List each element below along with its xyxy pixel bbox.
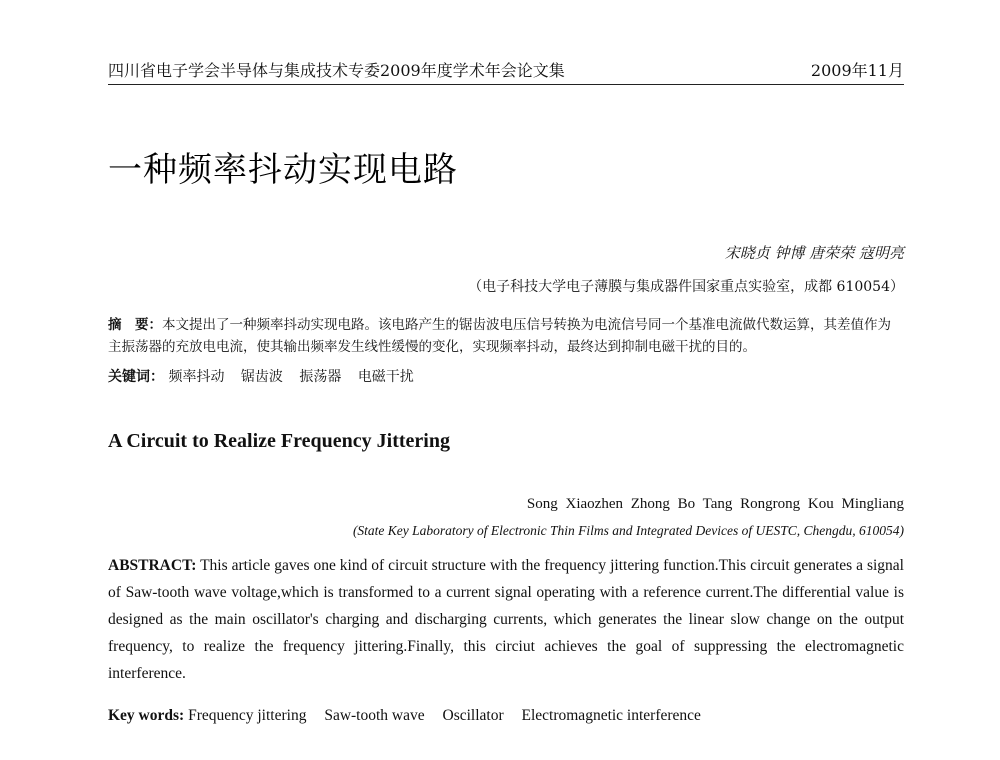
abstract-en-label: ABSTRACT:	[108, 557, 197, 574]
keyword-en: Frequency jittering	[188, 707, 307, 724]
abstract-en	[108, 552, 904, 687]
keywords-cn	[108, 366, 426, 386]
running-header	[108, 58, 904, 85]
authors-en: Song Xiaozhen Zhong Bo Tang Rongrong Kou Mingliang	[526, 496, 904, 512]
keyword-en: Saw-tooth wave	[324, 707, 425, 724]
keyword-cn: 频率抖动	[168, 369, 225, 385]
abstract-cn-text: 本文提出了一种频率抖动实现电路。该电路产生的锯齿波电压信号转换为电流信号同一个基准电流做代数运算，其差值作为主振荡器的充放电电流，使其输出频率发生线性缓慢的变化，实现频率抖动，最终达到抑制电磁干扰的目的。	[108, 317, 891, 355]
abstract-en-text: This article gaves one kind of circuit structure with the frequency jittering function.This circuit generates a signal of Saw-tooth wave voltage,which is transformed to a current signal operating with a reference current.The differential value is designed as the main oscillator's charging and discharging currents, which generates the linear slow change on the output frequency, to realize the frequency jittering.Finally, this circiut achieves the goal of suppressing the electromagnetic interference.	[108, 557, 904, 682]
keyword-cn: 振荡器	[299, 369, 342, 385]
keywords-cn-label: 关键词：	[108, 369, 164, 385]
abstract-cn	[108, 314, 904, 358]
keyword-en: Electromagnetic interference	[521, 707, 701, 724]
abstract-cn-label: 摘 要：	[108, 317, 162, 333]
header-date: 2009年11月	[810, 61, 904, 80]
header-journal: 四川省电子学会半导体与集成技术专委2009年度学术年会论文集	[108, 61, 565, 80]
keywords-en-label: Key words:	[108, 707, 185, 724]
paper-title-cn: 一种频率抖动实现电路	[108, 150, 458, 190]
keyword-cn: 电磁干扰	[357, 369, 414, 385]
affiliation-en: (State Key Laboratory of Electronic Thin Films and Integrated Devices of UESTC, Chengdu, 610054)	[352, 523, 904, 538]
affiliation-cn: （电子科技大学电子薄膜与集成器件国家重点实验室，成都 610054）	[468, 279, 904, 295]
keyword-cn: 锯齿波	[240, 369, 283, 385]
authors-cn: 宋晓贞 钟博 唐荣荣 寇明亮	[724, 244, 904, 262]
keyword-en: Oscillator	[442, 707, 504, 724]
paper-title-en: A Circuit to Realize Frequency Jittering	[108, 430, 450, 452]
keywords-en	[108, 707, 715, 725]
